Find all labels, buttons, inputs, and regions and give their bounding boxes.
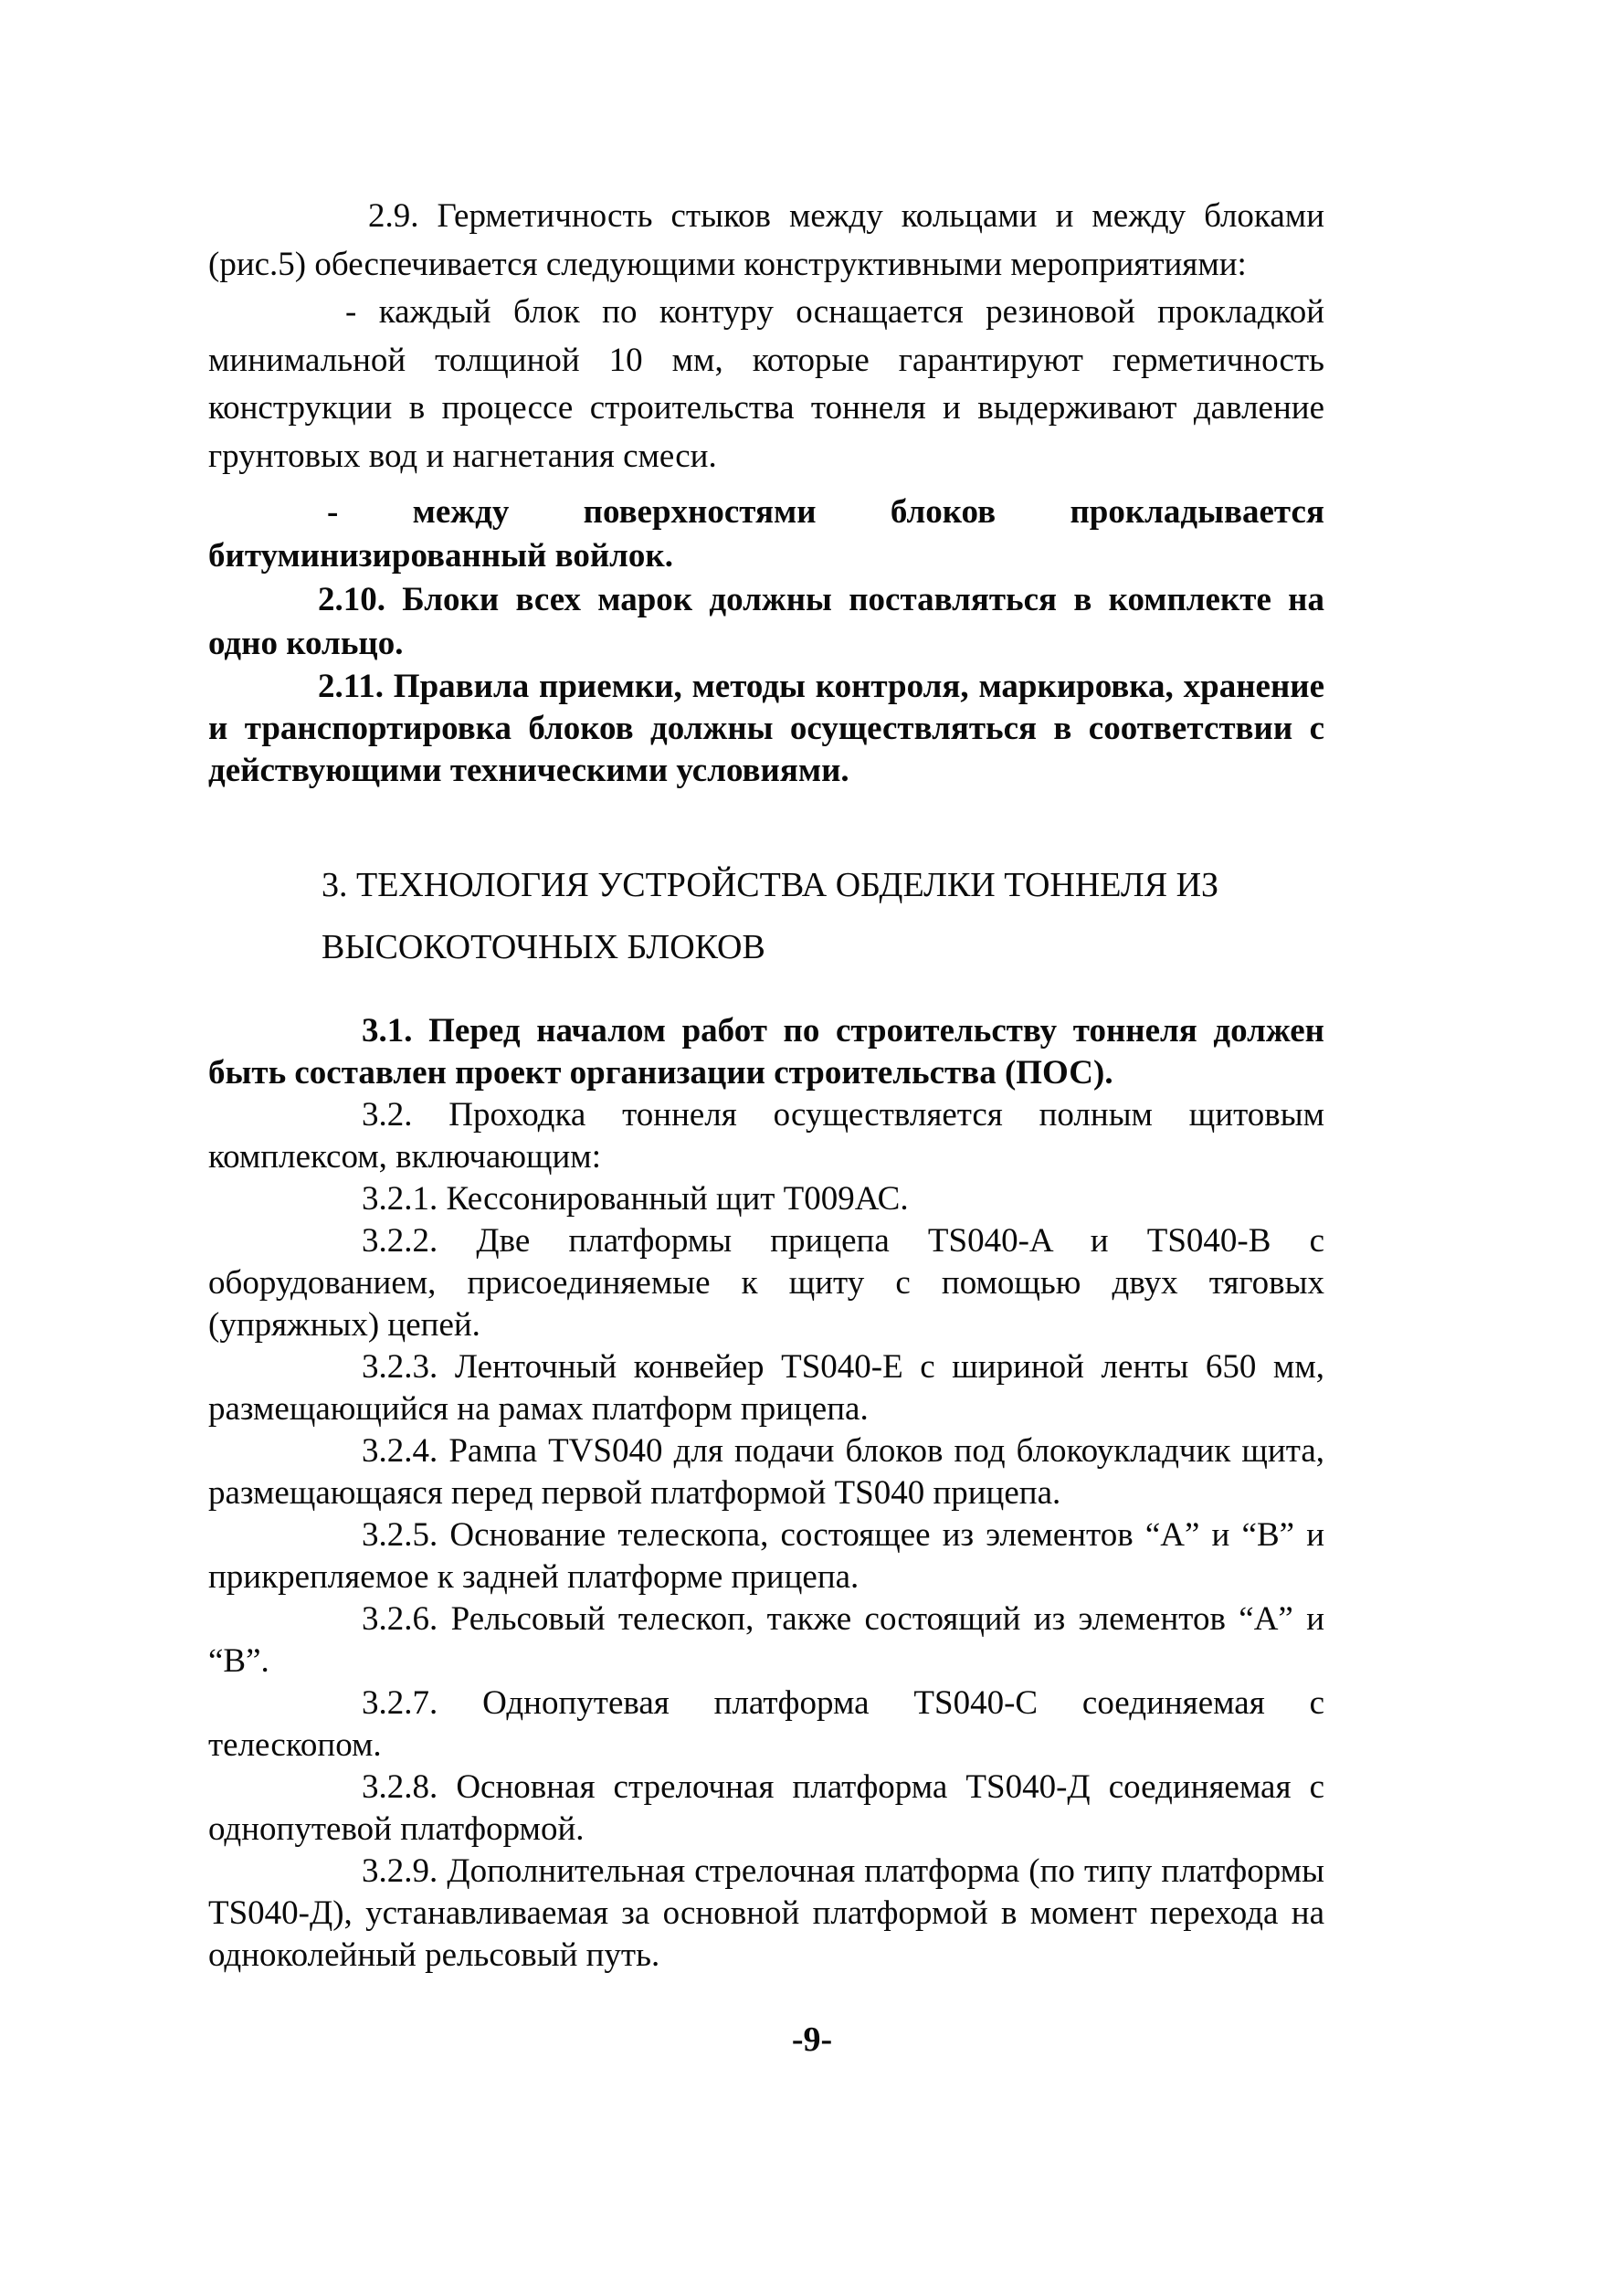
paragraph-2-9-intro: 2.9. Герметичность стыков между кольцами и между блоками (рис.5) обеспечивается следующими конструктивными мероприятиями: xyxy=(208,197,1324,283)
paragraph-3-2-2: 3.2.2. Две платформы прицепа TS040-A и TS040-B с оборудованием, присоединяемые к щиту с помощью двух тяговых (упряжных) цепей. xyxy=(208,1222,1324,1344)
paragraph-3-2-3: 3.2.3. Ленточный конвейер TS040-E с шириной ленты 650 мм, размещающийся на рамах платформ прицепа. xyxy=(208,1348,1324,1428)
section-3-heading-line-1: 3. ТЕХНОЛОГИЯ УСТРОЙСТВА ОБДЕЛКИ ТОННЕЛЯ ИЗ xyxy=(322,866,1219,904)
section-3-text xyxy=(208,1094,1324,1977)
section-3-bold-text xyxy=(208,1010,1324,1094)
paragraph-3-2-1: 3.2.1. Кессонированный щит Т009АС. xyxy=(362,1180,909,1218)
paragraph-3-2-7: 3.2.7. Однопутевая платформа TS040-C соединяемая с телескопом. xyxy=(208,1684,1324,1764)
paragraph-3-2-6: 3.2.6. Рельсовый телескоп, также состоящий из элементов “А” и “В”. xyxy=(208,1600,1324,1680)
paragraph-2-9-item-1: - каждый блок по контуру оснащается резиновой прокладкой минимальной толщиной 10 мм, которые гарантируют герметичность конструкции в процессе строительства тоннеля и выдерживают давление грунтовых вод и нагнетания смеси. xyxy=(208,293,1324,475)
page-number: -9- xyxy=(791,2020,833,2059)
section-3-heading xyxy=(322,854,1308,978)
paragraph-2-9-item-2: - между поверхностями блоков прокладывается битуминизированный войлок. xyxy=(208,493,1324,575)
paragraph-3-2: 3.2. Проходка тоннеля осуществляется полным щитовым комплексом, включающим: xyxy=(208,1096,1324,1176)
section-2-text xyxy=(208,193,1324,480)
section-3-heading-line-2: ВЫСОКОТОЧНЫХ БЛОКОВ xyxy=(322,928,765,966)
paragraph-3-2-5: 3.2.5. Основание телескопа, состоящее из элементов “А” и “В” и прикрепляемое к задней платформе прицепа. xyxy=(208,1516,1324,1596)
paragraph-2-10: 2.10. Блоки всех марок должны поставляться в комплекте на одно кольцо. xyxy=(208,581,1324,662)
paragraph-3-2-9: 3.2.9. Дополнительная стрелочная платформа (по типу платформы TS040-Д), устанавливаемая за основной платформой в момент перехода на одноколейный рельсовый путь. xyxy=(208,1852,1324,1974)
paragraph-2-11: 2.11. Правила приемки, методы контроля, маркировка, хранение и транспортировка блоков должны осуществляться в соответствии с действующими техническими условиями. xyxy=(208,668,1324,789)
section-2-bold-text xyxy=(208,490,1324,792)
paragraph-3-2-4: 3.2.4. Рампа TVS040 для подачи блоков под блокоукладчик щита, размещающаяся перед первой платформой TS040 прицепа. xyxy=(208,1432,1324,1512)
paragraph-3-1: 3.1. Перед началом работ по строительству тоннеля должен быть составлен проект организации строительства (ПОС). xyxy=(208,1012,1324,1092)
paragraph-3-2-8: 3.2.8. Основная стрелочная платформа TS040-Д соединяемая с однопутевой платформой. xyxy=(208,1768,1324,1848)
